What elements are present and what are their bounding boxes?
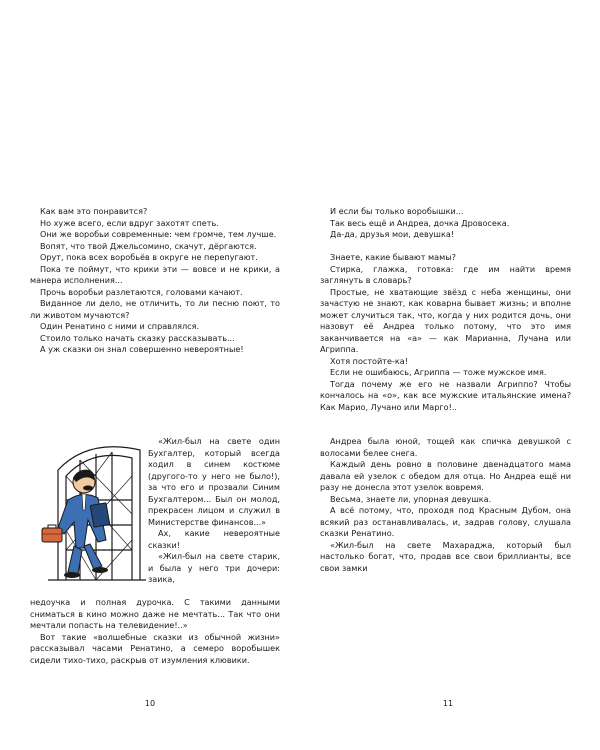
left-top-text [30, 206, 280, 356]
right-page-text [320, 206, 571, 574]
page-number-right: 11 [442, 699, 454, 708]
paragraph: И если бы только воробышки... [330, 206, 464, 216]
paragraph: Стоило только начать сказку рассказывать... [40, 332, 235, 343]
paragraph: «Жил-был на свете один Бухгалтер, который всегда ходил в синем костюме (другого-то у него не было!), за что его и прозвали Синим Бухгалтером... Был он молод, прекрасен лицом и служил в Министерстве финансов...» [148, 436, 280, 527]
page-number-left: 10 [144, 699, 156, 708]
accountant-illustration-icon [28, 430, 146, 590]
paragraph: Простые, не хватающие звёзд с неба женщины, они зачастую не знают, как коварна бывает жизнь; и вполне может случиться так, что, когда у них родится дочь, они назовут её Андреа только потому, что это имя заканчивается на «а» — как Марианна, Лучана или Агриппа. [320, 286, 571, 354]
paragraph: Хотя постойте-ка! [330, 355, 408, 366]
left-bottom-text [30, 597, 280, 666]
paragraph: Но хуже всего, если вдруг захотят спеть. [40, 217, 219, 228]
paragraph: Прочь воробьи разлетаются, головами качают. [40, 286, 243, 297]
paragraph: Они же воробьи современные: чем громче, тем лучше. [40, 229, 277, 239]
paragraph: Весьма, знаете ли, упорная девушка. [330, 493, 492, 504]
paragraph: Да-да, друзья мои, девушка! [330, 229, 455, 239]
paragraph: Вопят, что твой Джельсомино, скачут, дёргаются. [40, 240, 257, 251]
paragraph: Как вам это понравится? [40, 206, 148, 216]
paragraph: Один Ренатино с ними и справлялся. [40, 321, 200, 331]
paragraph: Виданное ли дело, не отличить, то ли песню поют, то ли животом мучаются? [30, 298, 280, 320]
paragraph: Каждый день ровно в половине двенадцатого мама давала ей узелок с обедом для отца. Но Андреа ещё ни разу не донесла этот узелок вовремя. [320, 459, 571, 492]
paragraph-continued: недоучка и полная дурочка. С такими данными сниматься в кино можно даже не мечтать... Так что они мечтали попасть на телевидение!..» [30, 597, 280, 630]
paragraph: «Жил-был на свете Махараджа, который был настолько богат, что, продав все свои бриллианты, все свои замки [320, 539, 571, 573]
paragraph: Тогда почему же его не назвали Агриппо? Чтобы кончалось на «о», как все мужские итальянские имена? Как Марио, Лучано или Марго!.. [320, 378, 571, 412]
blank-line [320, 413, 571, 425]
paragraph: Орут, пока всех воробьёв в округе не перепугают. [40, 252, 258, 262]
paragraph: «Жил-был на свете старик, и была у него три дочери: заика, [148, 551, 280, 584]
blank-line [320, 425, 571, 437]
paragraph: Так весь ещё и Андреа, дочка Дровосека. [330, 217, 510, 228]
paragraph: А всё потому, что, проходя под Красным Дубом, она всякий раз останавливалась, и, задрав голову, слушала сказки Ренатино. [320, 505, 571, 538]
paragraph: Вот такие «волшебные сказки из обычной жизни» рассказывал часами Ренатино, а семеро воробышек сидели тихо-тихо, раскрыв от изумления клювики. [30, 631, 280, 665]
paragraph: А уж сказки он знал совершенно невероятные! [40, 344, 244, 354]
paragraph: Знаете, какие бывают мамы? [330, 252, 456, 262]
paragraph: Ах, какие невероятные сказки! [148, 528, 280, 550]
paragraph: Пока те поймут, что крики эти — вовсе и не крики, а манера исполнения... [30, 263, 280, 285]
left-wrap-text [148, 436, 280, 586]
paragraph: Если не ошибаюсь, Агриппа — тоже мужское имя. [330, 367, 547, 377]
blank-line [320, 241, 571, 253]
paragraph: Стирка, глажка, готовка: где им найти время заглянуть в словарь? [320, 263, 571, 285]
paragraph: Андреа была юной, тощей как спичка девушкой с волосами белее снега. [320, 436, 571, 458]
